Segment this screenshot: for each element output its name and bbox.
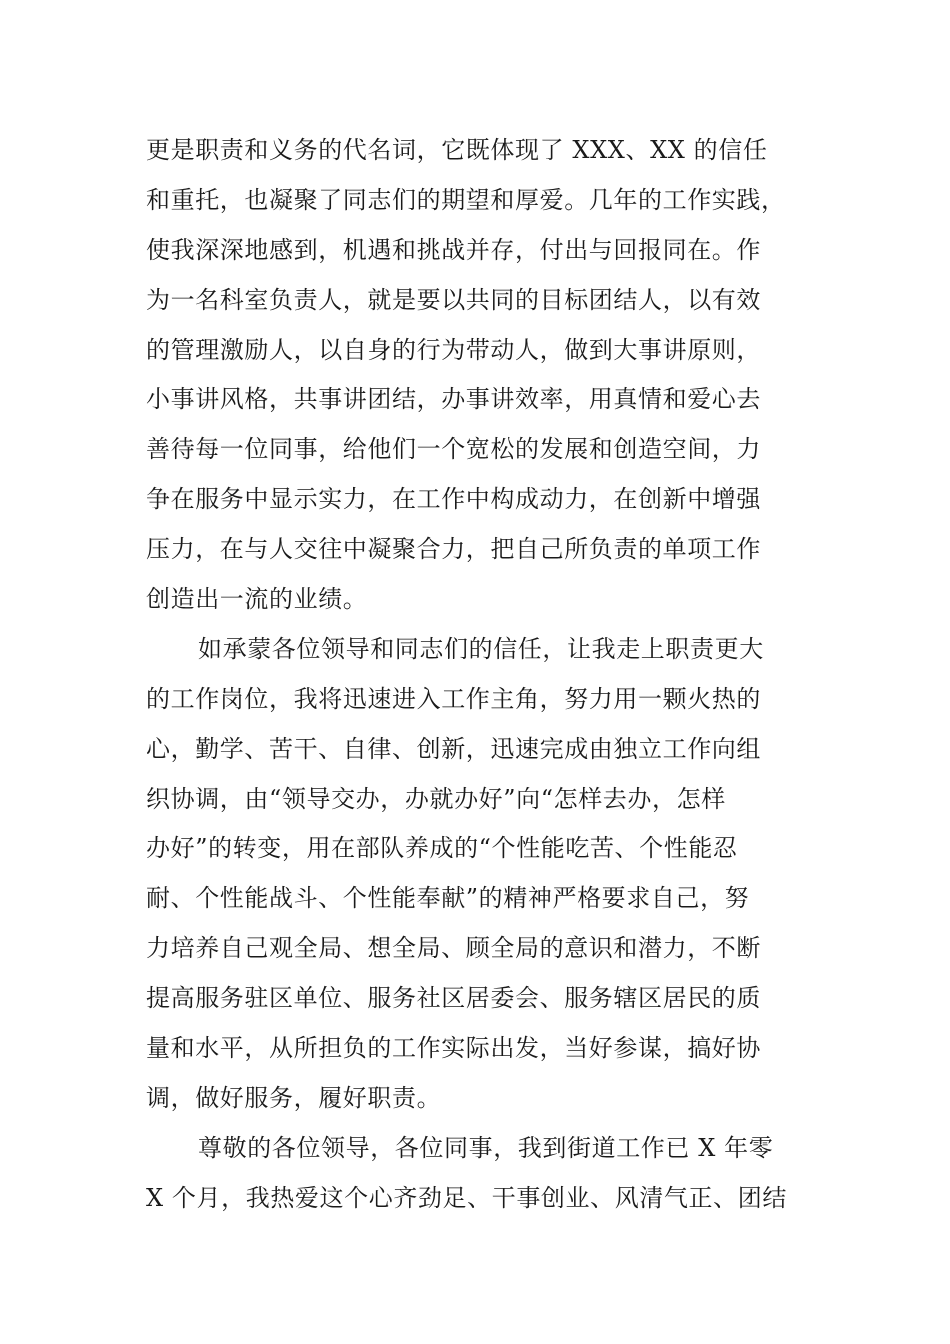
text-line: 提高服务驻区单位、服务社区居委会、服务辖区居民的质 — [146, 984, 761, 1013]
text-line: 和重托，也凝聚了同志们的期望和厚爱。几年的工作实践， — [146, 185, 786, 214]
text-line: 小事讲风格，共事讲团结，办事讲效率，用真情和爱心去 — [146, 385, 761, 414]
text-line: 善待每一位同事，给他们一个宽松的发展和创造空间，力 — [146, 435, 761, 464]
text-line: 织协调，由“领导交办，办就办好”向“怎样去办，怎样 — [146, 784, 726, 813]
text-line: X 个月，我热爱这个心齐劲足、干事创业、风清气正、团结 — [146, 1183, 787, 1212]
document-body — [146, 126, 806, 1224]
text-line: 办好”的转变，用在部队养成的“个性能吃苦、个性能忍 — [146, 834, 738, 863]
text-line: 压力，在与人交往中凝聚合力，把自己所负责的单项工作 — [146, 535, 761, 564]
text-line: 的工作岗位，我将迅速进入工作主角，努力用一颗火热的 — [146, 684, 761, 713]
text-line: 为一名科室负责人，就是要以共同的目标团结人，以有效 — [146, 285, 761, 314]
text-line: 耐、个性能战斗、个性能奉献”的精神严格要求自己，努 — [146, 884, 750, 913]
text-line: 尊敬的各位领导，各位同事，我到街道工作已 X 年零 — [198, 1133, 774, 1162]
text-line: 争在服务中显示实力，在工作中构成动力，在创新中增强 — [146, 485, 761, 514]
text-line: 力培养自己观全局、想全局、顾全局的意识和潜力，不断 — [146, 934, 761, 963]
text-line: 使我深深地感到，机遇和挑战并存，付出与回报同在。作 — [146, 235, 761, 264]
text-line: 更是职责和义务的代名词，它既体现了 XXX、XX 的信任 — [146, 136, 768, 164]
text-line: 创造出一流的业绩。 — [146, 585, 368, 614]
paragraph-1 — [146, 126, 806, 625]
text-line: 量和水平，从所担负的工作实际出发，当好参谋，搞好协 — [146, 1034, 761, 1063]
text-line: 如承蒙各位领导和同志们的信任，让我走上职责更大 — [198, 634, 764, 663]
text-line: 调，做好服务，履好职责。 — [146, 1083, 442, 1112]
paragraph-2 — [146, 625, 806, 1124]
text-line: 心，勤学、苦干、自律、创新，迅速完成由独立工作向组 — [146, 734, 761, 763]
paragraph-3 — [146, 1124, 806, 1224]
text-line: 的管理激励人，以自身的行为带动人，做到大事讲原则， — [146, 335, 761, 364]
